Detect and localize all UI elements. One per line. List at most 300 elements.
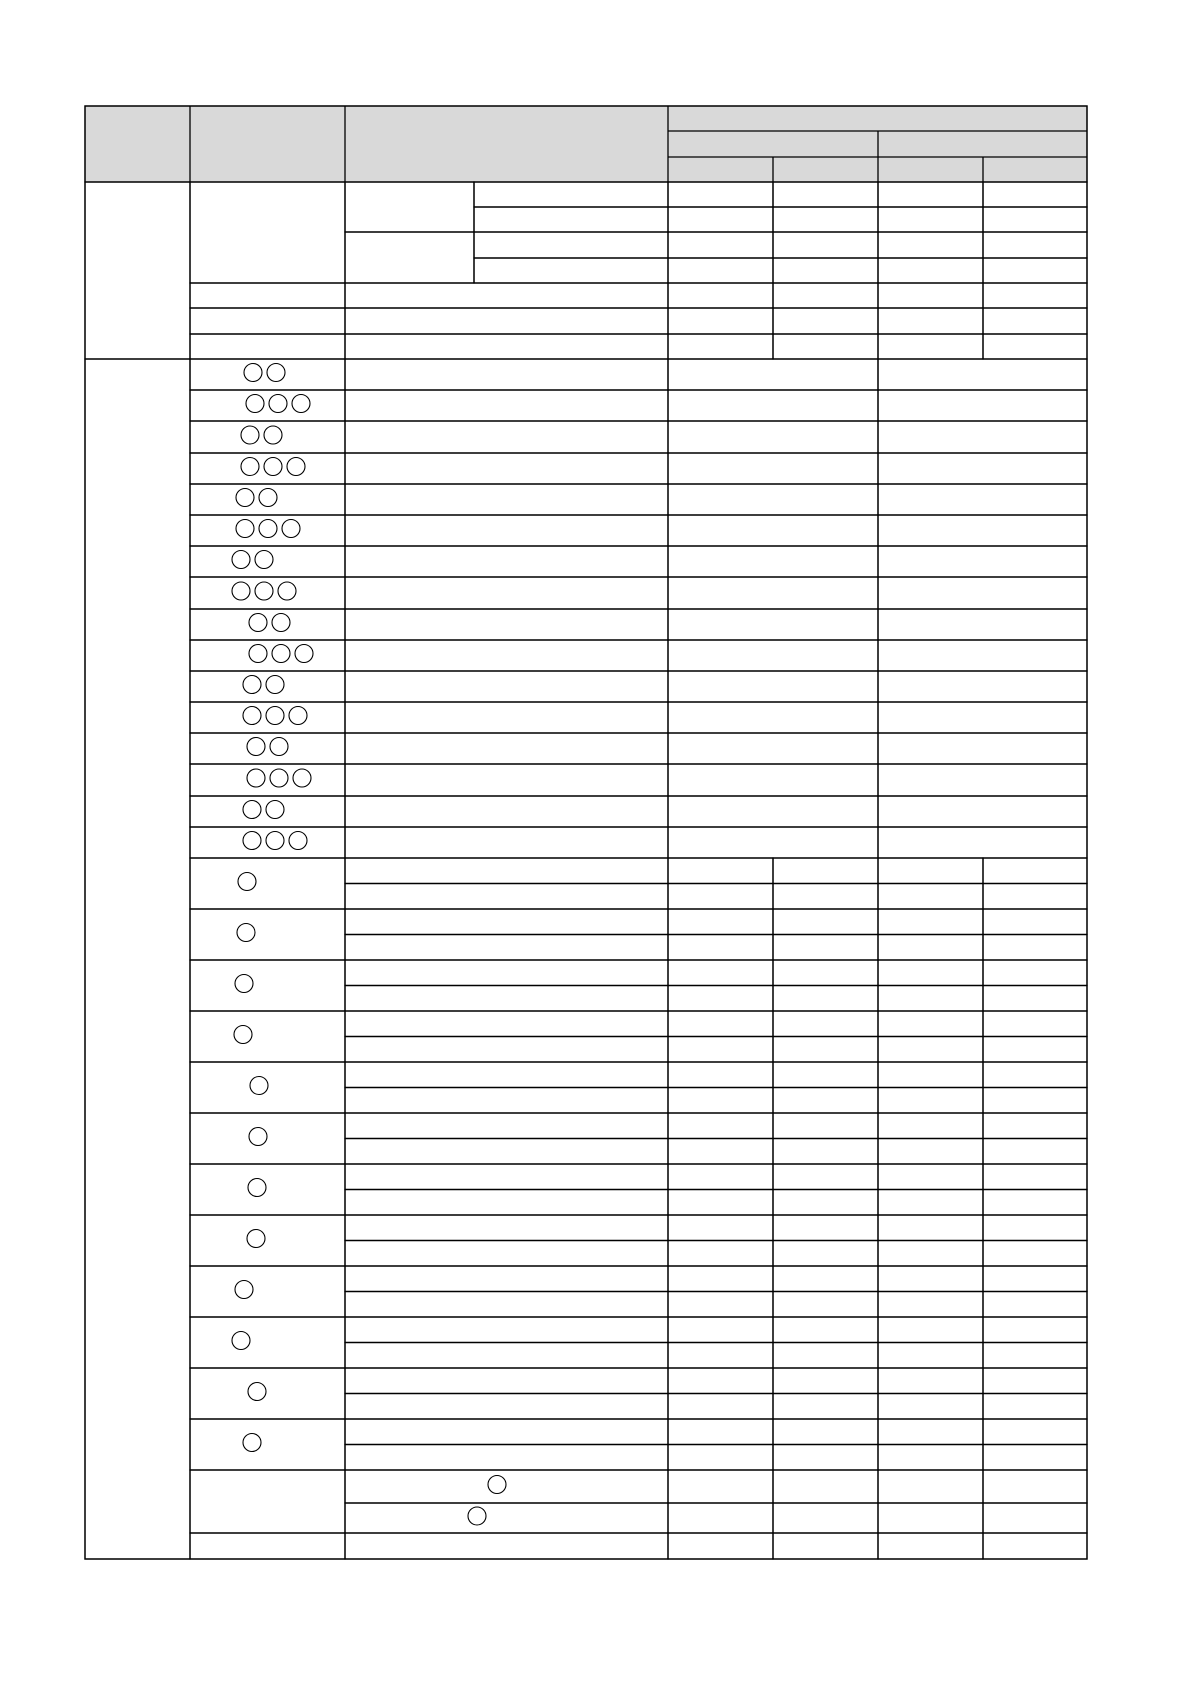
circled-number-marker [270, 738, 288, 756]
circled-number-marker [248, 1179, 266, 1197]
section2-value-cell [773, 1394, 878, 1420]
circled-number-marker [264, 458, 282, 476]
section1-value-cell [668, 232, 773, 258]
section2-value-cell [668, 359, 878, 390]
section1-value-cell [773, 334, 878, 359]
section2-value-cell [773, 1368, 878, 1394]
section2-value-cell [878, 1190, 983, 1216]
section1-item-cell [190, 308, 345, 334]
section2-value-cell [773, 960, 878, 986]
section2-value-cell [878, 1419, 983, 1445]
circled-number-marker [243, 1434, 261, 1452]
section2-value-cell [983, 935, 1087, 961]
section2-value-cell [668, 796, 878, 827]
section2-item-cell [190, 390, 345, 421]
circled-number-marker [241, 458, 259, 476]
section2-value-cell [668, 884, 773, 910]
section2-value-cell [983, 1215, 1087, 1241]
section1-description-cell [474, 232, 668, 258]
section2-value-cell [668, 960, 773, 986]
section1-description-cell [345, 334, 668, 359]
section2-description-cell [345, 1394, 668, 1420]
section2-description-cell [345, 1088, 668, 1114]
section2-description-cell [345, 546, 668, 577]
section1-item-cell [190, 334, 345, 359]
section1-value-cell [773, 232, 878, 258]
section2-description-cell [345, 1139, 668, 1165]
section2-value-cell [773, 1292, 878, 1318]
circled-number-marker [248, 1383, 266, 1401]
section1-value-cell [773, 308, 878, 334]
section2-value-cell [668, 390, 878, 421]
section2-value-cell [878, 1037, 983, 1063]
section2-description-cell [345, 671, 668, 702]
section1-description-cell [345, 283, 668, 308]
circled-number-marker [267, 364, 285, 382]
section2-item-cell [190, 702, 345, 733]
section2-value-cell [983, 1503, 1087, 1533]
section2-value-cell [878, 671, 1087, 702]
section2-item-cell [190, 1368, 345, 1419]
section2-description-cell [345, 960, 668, 986]
section1-value-cell [983, 258, 1087, 283]
section1-value-cell [983, 283, 1087, 308]
section2-value-cell [983, 1533, 1087, 1559]
circled-number-marker [241, 426, 259, 444]
section2-description-cell [345, 1445, 668, 1471]
section2-value-cell [773, 884, 878, 910]
section1-value-cell [668, 207, 773, 232]
section2-value-cell [773, 986, 878, 1012]
circled-number-marker [249, 614, 267, 632]
section2-value-cell [983, 1292, 1087, 1318]
section2-description-cell [345, 1503, 668, 1533]
section2-value-cell [668, 1266, 773, 1292]
circled-number-marker [270, 769, 288, 787]
section2-item-cell [190, 453, 345, 484]
circled-number-marker [292, 395, 310, 413]
section2-item-cell [190, 764, 345, 796]
section2-value-cell [878, 609, 1087, 640]
section2-value-cell [878, 1317, 983, 1343]
section2-value-cell [668, 702, 878, 733]
circled-number-marker [247, 738, 265, 756]
section2-label-cell [85, 359, 190, 1559]
section2-value-cell [668, 484, 878, 515]
circled-number-marker [250, 1077, 268, 1095]
section1-value-cell [983, 334, 1087, 359]
section2-description-cell [345, 1470, 668, 1503]
section2-item-cell [190, 1470, 345, 1533]
section2-value-cell [878, 1215, 983, 1241]
circled-number-marker [287, 458, 305, 476]
section2-value-cell [983, 1343, 1087, 1369]
section1-value-cell [983, 308, 1087, 334]
section2-description-cell [345, 702, 668, 733]
section2-value-cell [668, 1503, 773, 1533]
section1-sublabel-cell [345, 182, 474, 232]
section2-value-cell [878, 1343, 983, 1369]
circled-number-marker [289, 707, 307, 725]
section2-value-cell [983, 1164, 1087, 1190]
section2-value-cell [878, 1011, 983, 1037]
section2-description-cell [345, 1113, 668, 1139]
table-outer-border [85, 106, 1087, 1559]
circled-number-marker [247, 769, 265, 787]
section2-value-cell [773, 1088, 878, 1114]
section2-value-cell [878, 702, 1087, 733]
section2-item-cell [190, 1266, 345, 1317]
circled-number-marker [293, 769, 311, 787]
section2-value-cell [878, 960, 983, 986]
section2-description-cell [345, 986, 668, 1012]
section2-value-cell [668, 515, 878, 546]
section2-value-cell [773, 1215, 878, 1241]
section2-value-cell [668, 1164, 773, 1190]
circled-number-marker [232, 582, 250, 600]
circled-number-marker [246, 395, 264, 413]
circled-number-marker [278, 582, 296, 600]
section2-value-cell [668, 1317, 773, 1343]
section2-description-cell [345, 390, 668, 421]
section2-value-cell [983, 1317, 1087, 1343]
section2-value-cell [668, 453, 878, 484]
section2-value-cell [983, 1037, 1087, 1063]
section2-value-cell [878, 796, 1087, 827]
section2-description-cell [345, 909, 668, 935]
section2-value-cell [668, 1088, 773, 1114]
section2-item-cell [190, 827, 345, 858]
section2-value-cell [983, 909, 1087, 935]
section2-description-cell [345, 1062, 668, 1088]
section1-description-cell [474, 258, 668, 283]
section2-value-cell [668, 909, 773, 935]
section1-value-cell [668, 258, 773, 283]
section2-description-cell [345, 1419, 668, 1445]
circled-number-marker [243, 707, 261, 725]
section1-value-cell [668, 182, 773, 207]
section1-value-cell [878, 258, 983, 283]
section2-description-cell [345, 609, 668, 640]
section2-value-cell [773, 1164, 878, 1190]
section2-value-cell [983, 1419, 1087, 1445]
section2-value-cell [668, 671, 878, 702]
section1-value-cell [878, 334, 983, 359]
section2-value-cell [668, 1113, 773, 1139]
circled-number-marker [255, 582, 273, 600]
section2-value-cell [983, 1266, 1087, 1292]
section2-description-cell [345, 733, 668, 764]
section2-value-cell [668, 1139, 773, 1165]
section1-label-cell [85, 182, 190, 359]
circled-number-marker [243, 676, 261, 694]
section2-value-cell [668, 764, 878, 796]
section2-value-cell [668, 1241, 773, 1267]
circled-number-marker [238, 873, 256, 891]
section2-value-cell [878, 1292, 983, 1318]
section2-description-cell [345, 858, 668, 884]
section1-value-cell [773, 258, 878, 283]
section2-description-cell [345, 827, 668, 858]
section2-value-cell [878, 986, 983, 1012]
section1-value-cell [983, 182, 1087, 207]
section2-description-cell [345, 1215, 668, 1241]
section2-description-cell [345, 1011, 668, 1037]
section2-description-cell [345, 515, 668, 546]
section2-value-cell [983, 1011, 1087, 1037]
section2-description-cell [345, 359, 668, 390]
section1-value-cell [983, 207, 1087, 232]
section2-item-cell [190, 733, 345, 764]
section2-value-cell [878, 1470, 983, 1503]
section1-value-cell [878, 232, 983, 258]
section2-value-cell [668, 1292, 773, 1318]
section2-item-cell [190, 671, 345, 702]
circled-number-marker [289, 832, 307, 850]
section2-value-cell [773, 1419, 878, 1445]
section2-value-cell [773, 1470, 878, 1503]
section2-description-cell [345, 1164, 668, 1190]
section2-value-cell [668, 1215, 773, 1241]
section2-value-cell [773, 1062, 878, 1088]
section2-value-cell [773, 1317, 878, 1343]
section2-description-cell [345, 640, 668, 671]
section2-value-cell [983, 1139, 1087, 1165]
section2-item-cell [190, 1113, 345, 1164]
circled-number-marker [235, 1281, 253, 1299]
section2-value-cell [983, 1470, 1087, 1503]
section2-value-cell [668, 1533, 773, 1559]
section1-value-cell [668, 283, 773, 308]
circled-number-marker [282, 520, 300, 538]
circled-number-marker [247, 1230, 265, 1248]
circled-number-marker [243, 801, 261, 819]
section2-value-cell [773, 1011, 878, 1037]
section1-value-cell [878, 182, 983, 207]
section2-value-cell [878, 764, 1087, 796]
circled-number-marker [232, 1332, 250, 1350]
section2-item-cell [190, 1419, 345, 1470]
section1-value-cell [878, 308, 983, 334]
section2-value-cell [878, 1394, 983, 1420]
section2-value-cell [773, 1266, 878, 1292]
section2-value-cell [668, 1062, 773, 1088]
circled-number-marker [269, 395, 287, 413]
section2-value-cell [878, 733, 1087, 764]
circled-number-marker [237, 924, 255, 942]
section2-item-cell [190, 1164, 345, 1215]
section1-value-cell [878, 283, 983, 308]
circled-number-marker [295, 645, 313, 663]
section2-value-cell [668, 1368, 773, 1394]
section2-value-cell [878, 1139, 983, 1165]
section2-item-cell [190, 1215, 345, 1266]
section2-description-cell [345, 1317, 668, 1343]
section2-value-cell [878, 640, 1087, 671]
section2-value-cell [773, 1113, 878, 1139]
section2-value-cell [668, 640, 878, 671]
section2-description-cell [345, 1037, 668, 1063]
section2-value-cell [878, 546, 1087, 577]
section1-value-cell [668, 308, 773, 334]
section2-value-cell [668, 1037, 773, 1063]
section2-value-cell [773, 935, 878, 961]
circled-number-marker [236, 520, 254, 538]
circled-number-marker [234, 1026, 252, 1044]
section1-value-cell [773, 182, 878, 207]
section2-value-cell [983, 858, 1087, 884]
section2-item-cell [190, 609, 345, 640]
section2-value-cell [668, 733, 878, 764]
section2-value-cell [773, 858, 878, 884]
section2-value-cell [878, 1113, 983, 1139]
section2-item-cell [190, 1317, 345, 1368]
section2-value-cell [878, 1241, 983, 1267]
section2-item-cell [190, 1533, 345, 1559]
section2-value-cell [773, 1037, 878, 1063]
section2-value-cell [878, 1445, 983, 1471]
section2-value-cell [878, 421, 1087, 453]
section1-description-cell [345, 308, 668, 334]
section2-value-cell [668, 1419, 773, 1445]
section2-value-cell [983, 1394, 1087, 1420]
header-block [85, 106, 1087, 182]
section2-description-cell [345, 1343, 668, 1369]
section2-description-cell [345, 1292, 668, 1318]
section2-value-cell [668, 577, 878, 609]
section2-value-cell [878, 1368, 983, 1394]
section2-value-cell [668, 858, 773, 884]
section1-description-cell [474, 207, 668, 232]
section2-value-cell [668, 935, 773, 961]
section2-value-cell [983, 1113, 1087, 1139]
section2-item-cell [190, 1011, 345, 1062]
section1-item-cell [190, 283, 345, 308]
section2-value-cell [878, 359, 1087, 390]
section2-description-cell [345, 796, 668, 827]
section2-value-cell [983, 884, 1087, 910]
section2-item-cell [190, 960, 345, 1011]
section2-value-cell [983, 986, 1087, 1012]
section2-value-cell [773, 909, 878, 935]
section2-item-cell [190, 640, 345, 671]
section2-description-cell [345, 484, 668, 515]
section2-value-cell [668, 546, 878, 577]
section2-value-cell [668, 1190, 773, 1216]
circled-number-marker [264, 426, 282, 444]
section2-value-cell [668, 986, 773, 1012]
section2-description-cell [345, 1266, 668, 1292]
section2-value-cell [668, 421, 878, 453]
section2-description-cell [345, 1190, 668, 1216]
section2-value-cell [983, 960, 1087, 986]
section1-item-cell [190, 182, 345, 283]
section2-value-cell [668, 1343, 773, 1369]
section2-value-cell [878, 827, 1087, 858]
section1-value-cell [668, 334, 773, 359]
section2-value-cell [983, 1190, 1087, 1216]
section1-value-cell [983, 232, 1087, 258]
section2-value-cell [668, 1394, 773, 1420]
section2-value-cell [983, 1241, 1087, 1267]
section2-value-cell [773, 1533, 878, 1559]
section1-description-cell [474, 182, 668, 207]
section2-item-cell [190, 909, 345, 960]
section2-value-cell [878, 1266, 983, 1292]
section1-value-cell [773, 283, 878, 308]
section2-value-cell [773, 1241, 878, 1267]
section2-item-cell [190, 421, 345, 453]
circled-number-marker [259, 520, 277, 538]
section2-value-cell [983, 1445, 1087, 1471]
section2-value-cell [773, 1139, 878, 1165]
section1-sublabel-cell [345, 232, 474, 283]
section2-value-cell [773, 1343, 878, 1369]
section2-description-cell [345, 1533, 668, 1559]
section2-value-cell [983, 1368, 1087, 1394]
section2-value-cell [878, 453, 1087, 484]
section2-description-cell [345, 935, 668, 961]
section2-value-cell [668, 1470, 773, 1503]
circled-number-marker [266, 832, 284, 850]
section2-value-cell [773, 1503, 878, 1533]
circled-number-marker [468, 1507, 486, 1525]
section2-value-cell [878, 484, 1087, 515]
section2-value-cell [878, 884, 983, 910]
circled-number-marker [243, 832, 261, 850]
section2-description-cell [345, 577, 668, 609]
section2-value-cell [773, 1445, 878, 1471]
section2-item-cell [190, 796, 345, 827]
section2-value-cell [668, 1011, 773, 1037]
circled-number-marker [266, 707, 284, 725]
section2-value-cell [668, 827, 878, 858]
section2-description-cell [345, 884, 668, 910]
section2-description-cell [345, 764, 668, 796]
section2-value-cell [878, 515, 1087, 546]
section2-item-cell [190, 858, 345, 909]
circled-number-marker [244, 364, 262, 382]
section2-value-cell [878, 1164, 983, 1190]
circled-number-marker [266, 676, 284, 694]
section2-value-cell [983, 1088, 1087, 1114]
section2-description-cell [345, 1241, 668, 1267]
section2-value-cell [878, 1533, 983, 1559]
section2-item-cell [190, 577, 345, 609]
section2-value-cell [878, 1062, 983, 1088]
circled-number-marker [249, 1128, 267, 1146]
circled-number-marker [255, 551, 273, 569]
section2-value-cell [878, 1503, 983, 1533]
section2-value-cell [983, 1062, 1087, 1088]
section2-value-cell [878, 935, 983, 961]
circled-number-marker [488, 1476, 506, 1494]
section2-value-cell [878, 1088, 983, 1114]
circled-number-marker [235, 975, 253, 993]
circled-number-marker [259, 489, 277, 507]
section2-description-cell [345, 453, 668, 484]
section2-value-cell [878, 390, 1087, 421]
section2-description-cell [345, 421, 668, 453]
circled-number-marker [272, 614, 290, 632]
circled-number-marker [249, 645, 267, 663]
section2-value-cell [878, 858, 983, 884]
section2-description-cell [345, 1368, 668, 1394]
circled-number-marker [272, 645, 290, 663]
section2-value-cell [878, 577, 1087, 609]
section2-value-cell [878, 909, 983, 935]
section1-value-cell [773, 207, 878, 232]
